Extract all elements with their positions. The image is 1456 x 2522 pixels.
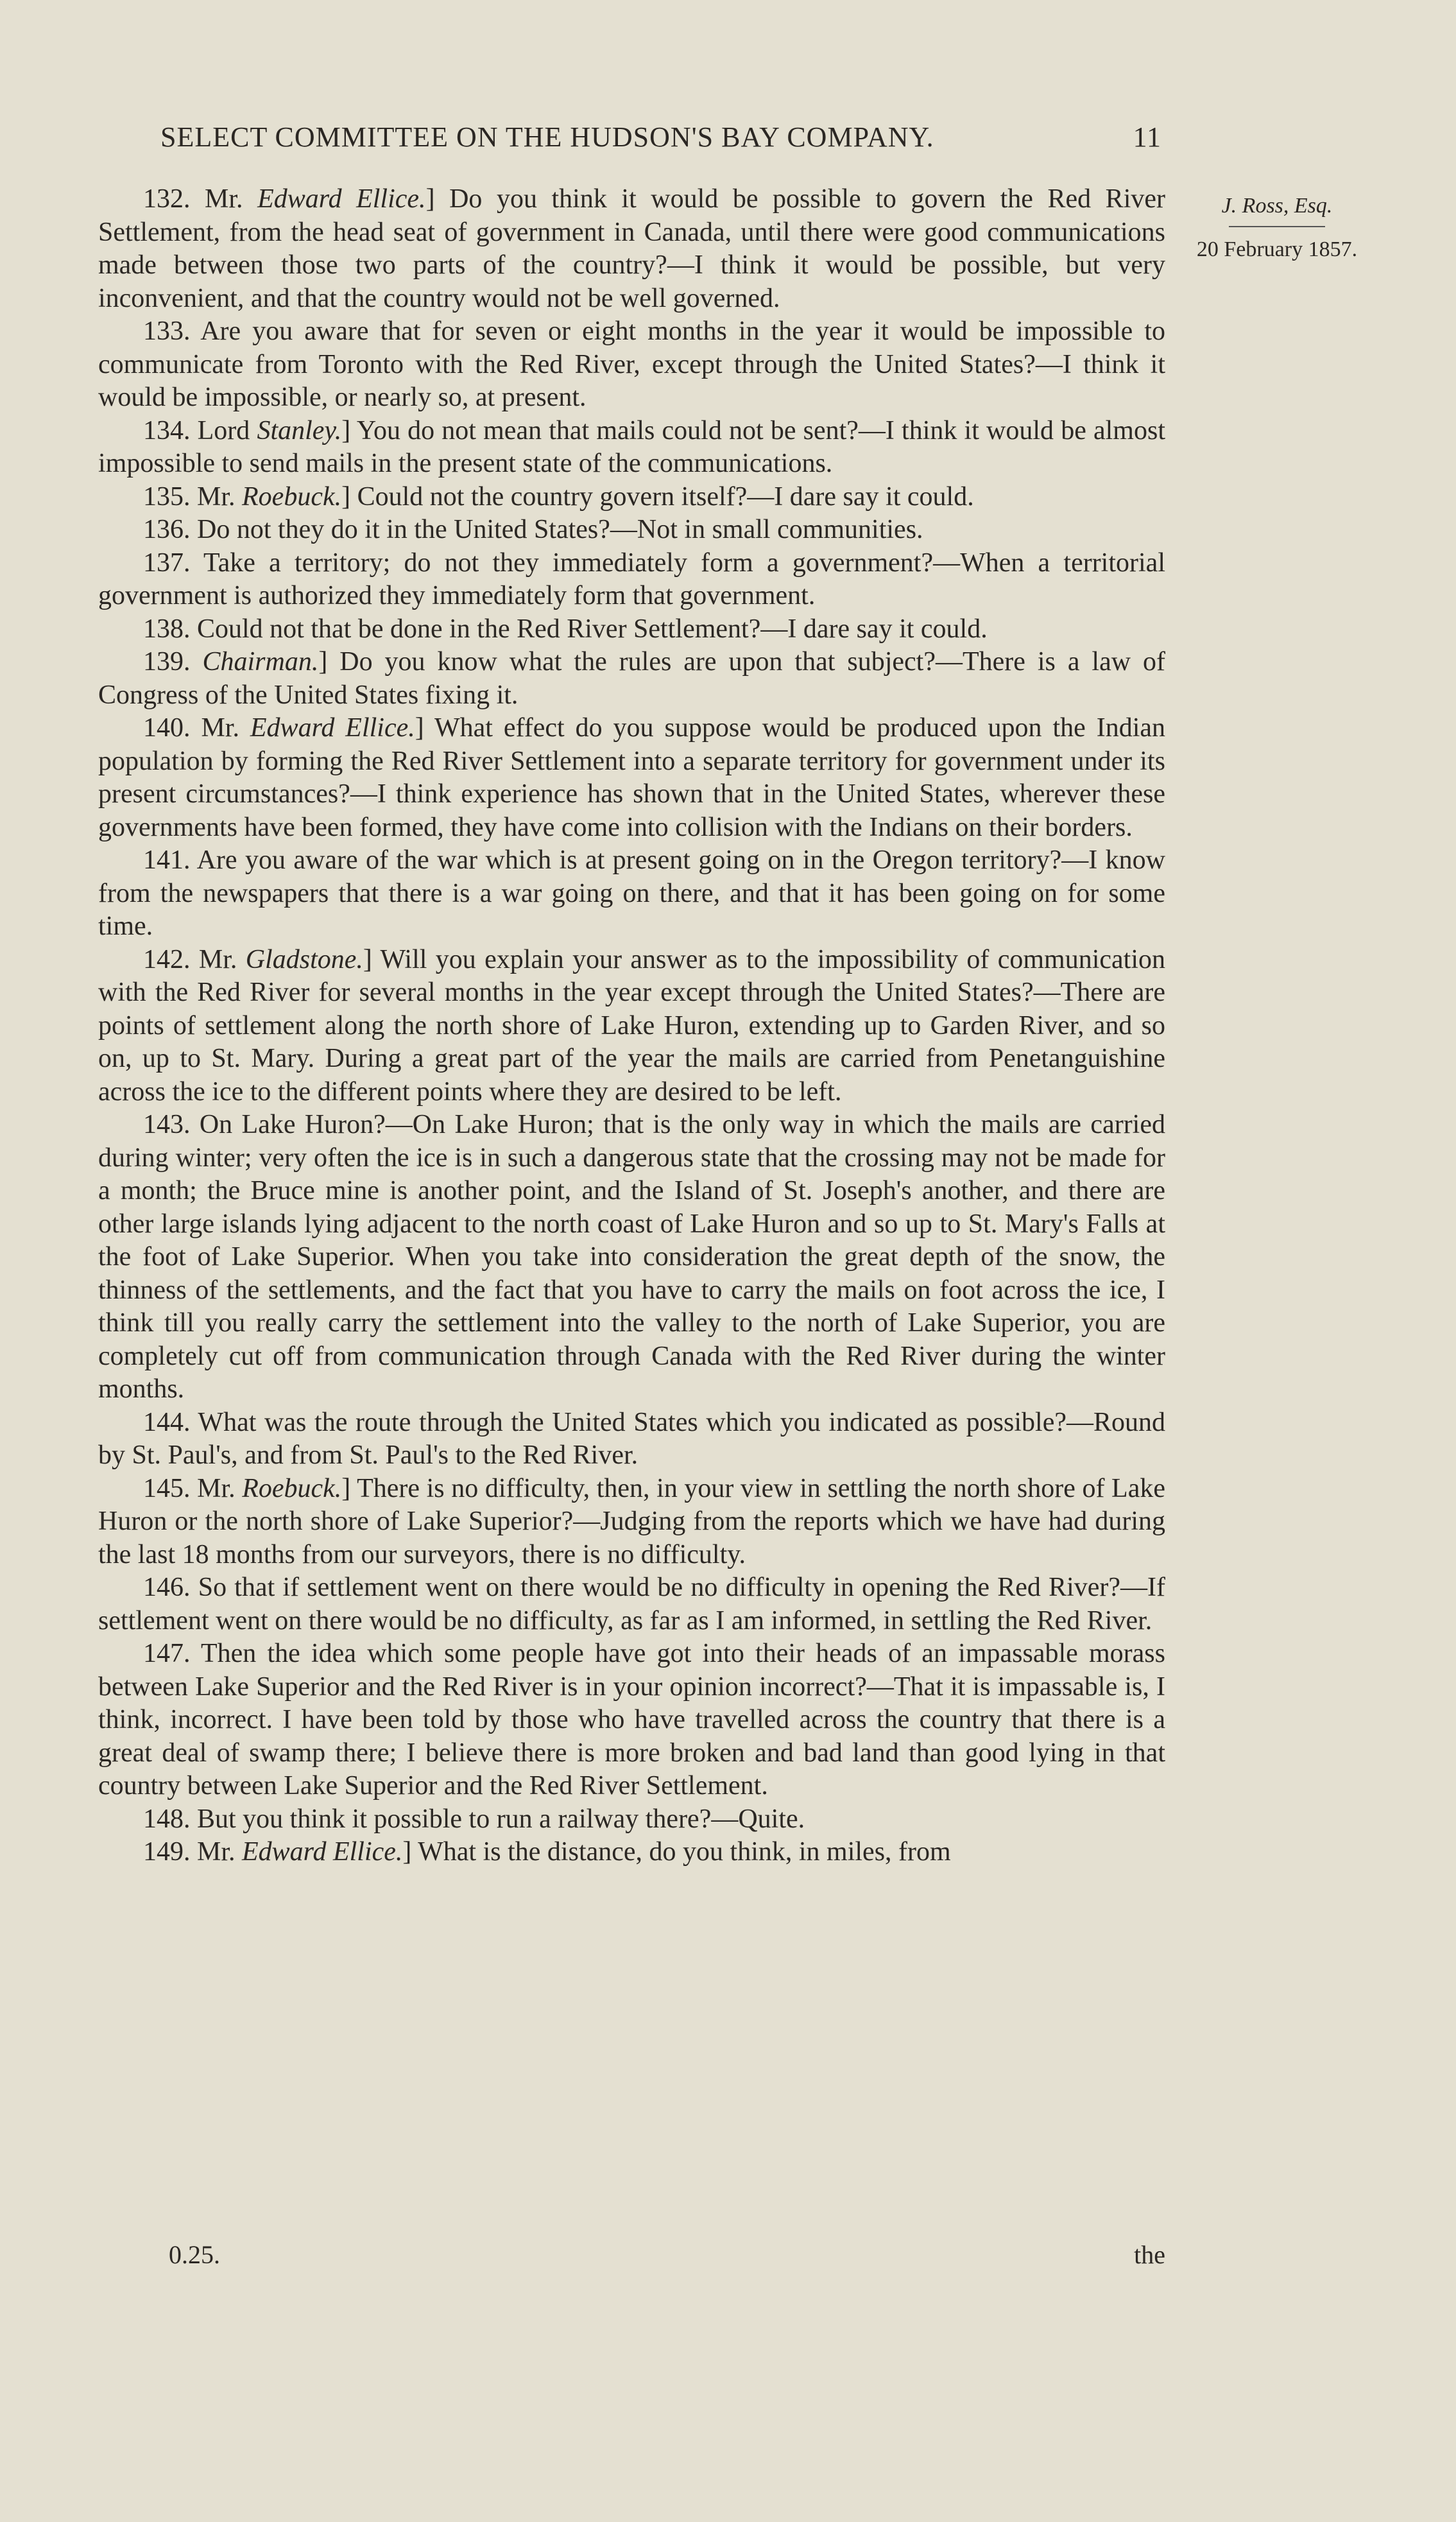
question-paragraph	[98, 1803, 1165, 1836]
question-paragraph	[98, 1406, 1165, 1473]
speaker-name: Edward Ellice.	[257, 184, 426, 214]
question-paragraph	[98, 183, 1165, 315]
paragraph-text: ] Do you know what the rules are upon that subject?—There is a law of Congress of the United States fixing it.	[98, 647, 1166, 710]
speaker-name: Roebuck.	[242, 481, 342, 512]
speaker-name: Edward Ellice.	[250, 713, 415, 743]
page-number: 11	[1133, 121, 1161, 153]
question-paragraph	[98, 514, 1165, 547]
paragraph-lead: 135. Mr.	[143, 481, 243, 512]
question-paragraph	[98, 415, 1165, 481]
paragraph-lead: 139.	[143, 647, 203, 677]
paragraph-text: ] Do you think it would be possible to govern the Red River Settlement, from the head seat of government in Canada, until there were good communications made between those two parts of the country?—I think it would be possible, but very inconvenient, and that the country would not be well governed.	[98, 184, 1165, 313]
running-head	[160, 121, 1161, 153]
paragraph-lead: 149. Mr.	[143, 1837, 243, 1867]
margin-rule	[1229, 226, 1325, 227]
question-paragraph	[98, 547, 1165, 613]
page-footer	[98, 2240, 1165, 2274]
question-paragraph	[98, 613, 1165, 646]
paragraph-lead: 141. Are you aware of the war which is at present going on in the Oregon territory?—I know from the newspapers that there is a war going on there, and that it has been going on for some time.	[98, 845, 1165, 941]
question-paragraph	[98, 1571, 1165, 1637]
paragraph-text: ] Could not the country govern itself?—I dare say it could.	[341, 481, 974, 512]
question-paragraph	[98, 1637, 1165, 1803]
question-paragraph	[98, 712, 1165, 844]
witness-name: J. Ross, Esq.	[1221, 194, 1333, 218]
speaker-name: Edward Ellice.	[242, 1837, 403, 1867]
paragraph-lead: 140. Mr.	[143, 713, 250, 743]
question-paragraph	[98, 1836, 1165, 1869]
question-paragraph	[98, 1473, 1165, 1572]
testimony-date: 20 February 1857.	[1196, 238, 1358, 261]
paragraph-text: ] Will you explain your answer as to the impossibility of communication with the Red River for several months in the year except through the United States?—There are points of settlement along the north shore of Lake Huron, extending up to Garden River, and so on, up to St. Mary. During a great part of the year the mails are carried from Penetanguishine across the ice to the different points where they are desired to be left.	[98, 944, 1166, 1107]
speaker-name: Stanley.	[257, 415, 342, 445]
paragraph-lead: 137. Take a territory; do not they immediately form a government?—When a territorial government is authorized they immediately form that government.	[98, 548, 1165, 610]
paragraph-lead: 133. Are you aware that for seven or eight months in the year it would be impossible to communicate from Toronto with the Red River, except through the United States?—I think it would be impossible, or nearly so, at present.	[98, 316, 1165, 412]
paragraph-lead: 136. Do not they do it in the United States?—Not in small communities.	[143, 515, 923, 544]
paragraph-text: ] You do not mean that mails could not be sent?—I think it would be almost impossible to send mails in the present state of the communications.	[98, 415, 1165, 478]
question-paragraph	[98, 944, 1165, 1109]
question-paragraph	[98, 315, 1165, 415]
paragraph-text: ] What is the distance, do you think, in miles, from	[402, 1837, 951, 1867]
paragraph-lead: 144. What was the route through the United States which you indicated as possible?—Round by St. Paul's, and from St. Paul's to the Red River.	[98, 1407, 1165, 1470]
catchword: the	[1134, 2240, 1165, 2269]
page-title: SELECT COMMITTEE ON THE HUDSON'S BAY COMPANY.	[160, 121, 934, 153]
paragraph-text: ] There is no difficulty, then, in your view in settling the north shore of Lake Huron or the north shore of Lake Superior?—Judging from the reports which we have had during the last 18 months from our surveyors, there is no difficulty.	[98, 1473, 1165, 1569]
question-paragraph	[98, 844, 1165, 944]
paragraph-lead: 142. Mr.	[143, 944, 246, 974]
paragraph-lead: 134. Lord	[143, 415, 257, 445]
question-paragraph	[98, 1109, 1165, 1406]
paragraph-lead: 132. Mr.	[143, 184, 258, 214]
paragraph-lead: 145. Mr.	[143, 1473, 243, 1503]
paragraph-lead: 146. So that if settlement went on there would be no difficulty in opening the Red River?—If settlement went on there would be no difficulty, as far as I am informed, in settling the Red River.	[98, 1573, 1165, 1636]
signature-mark: 0.25.	[169, 2240, 220, 2269]
paragraph-lead: 148. But you think it possible to run a railway there?—Quite.	[143, 1804, 805, 1834]
margin-note	[1181, 190, 1373, 266]
speaker-name: Gladstone.	[245, 944, 363, 974]
paragraph-lead: 138. Could not that be done in the Red River Settlement?—I dare say it could.	[143, 614, 988, 644]
speaker-name: Chairman.	[202, 647, 319, 677]
testimony-text	[98, 183, 1165, 1869]
question-paragraph	[98, 646, 1165, 712]
paragraph-lead: 143. On Lake Huron?—On Lake Huron; that is the only way in which the mails are carried during winter; very often the ice is in such a dangerous state that the crossing may not be made for a month; the Bruce mine is another point, and the Island of St. Joseph's another, and there are other large islands lying adjacent to the north coast of Lake Huron and so up to St. Mary's Falls at the foot of Lake Superior. When you take into consideration the great depth of the snow, the thinness of the settlements, and the fact that you have to carry the mails on foot across the ice, I think till you really carry the settlement into the valley to the north of Lake Superior, you are completely cut off from communication through Canada with the Red River during the winter months.	[98, 1110, 1165, 1404]
speaker-name: Roebuck.	[242, 1473, 342, 1503]
question-paragraph	[98, 481, 1165, 514]
paragraph-text: ] What effect do you suppose would be produced upon the Indian population by forming the Red River Settlement into a separate territory for government under its present circumstances?—I think experience has shown that in the United States, wherever these governments have been formed, they have come into collision with the Indians on their borders.	[98, 713, 1166, 842]
paragraph-lead: 147. Then the idea which some people have got into their heads of an impassable morass between Lake Superior and the Red River is in your opinion incorrect?—That it is impassable is, I think, incorrect. I have been told by those who have travelled across the country that there is a great deal of swamp there; I believe there is more broken and bad land than good lying in that country between Lake Superior and the Red River Settlement.	[98, 1639, 1165, 1801]
